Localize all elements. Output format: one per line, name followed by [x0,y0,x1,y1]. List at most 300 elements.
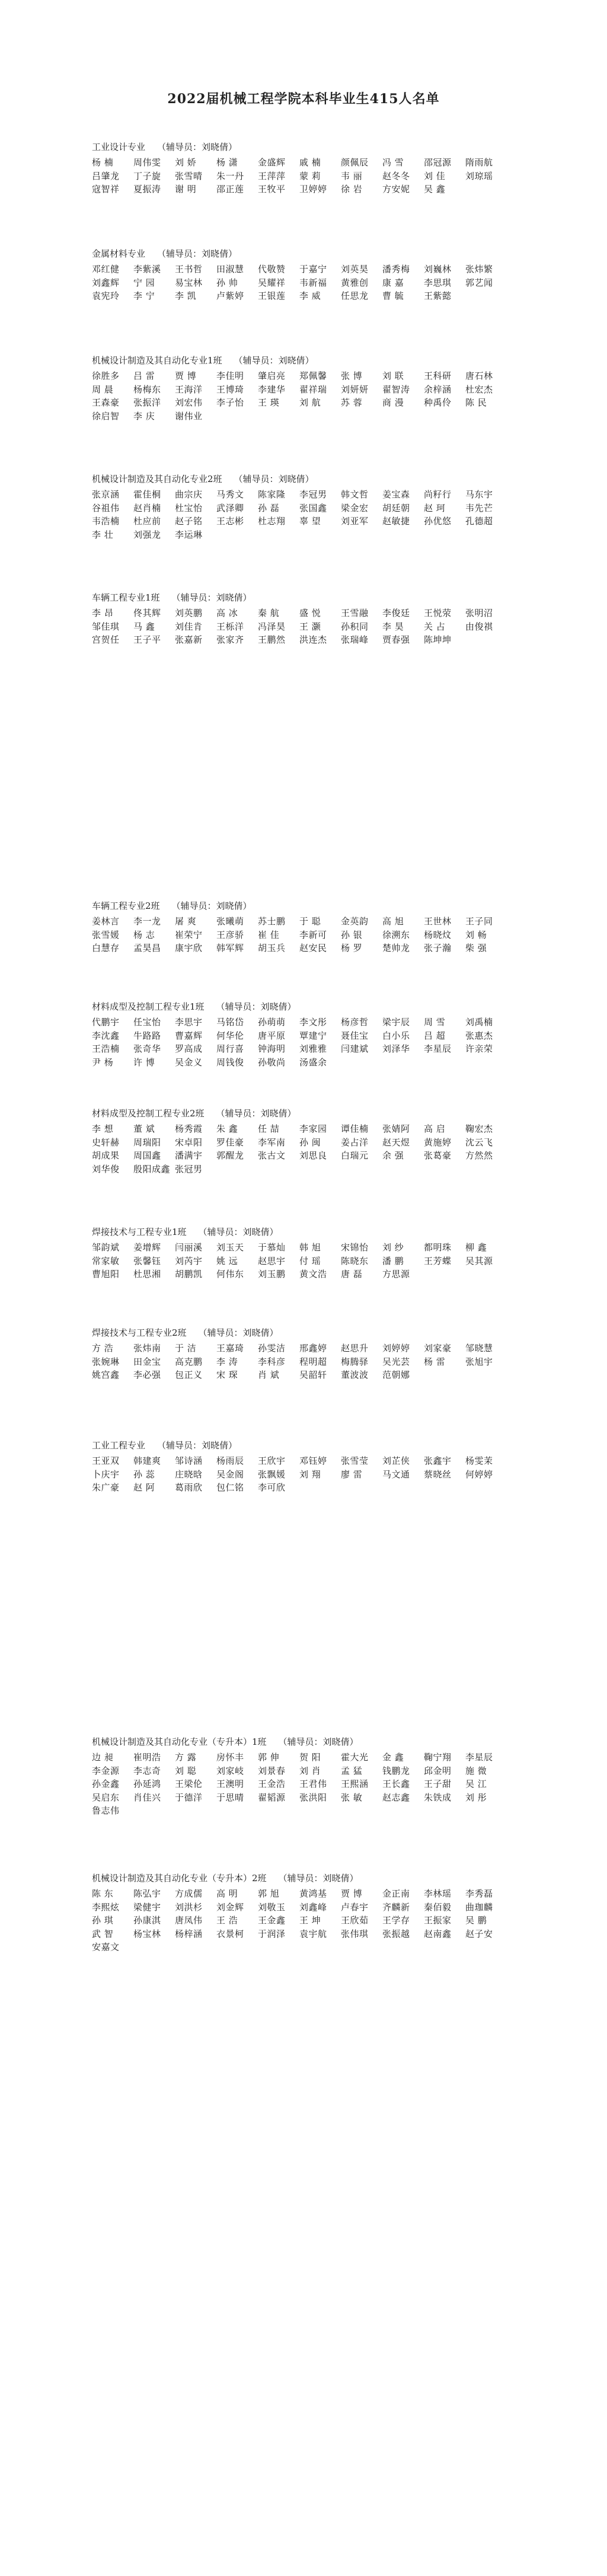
major-name: 机械设计制造及其自动化专业（专升本）1班 [92,1737,267,1747]
student-name: 王熙涵 [341,1779,369,1789]
student-name: 苏 蓉 [341,397,363,408]
student-name: 田淑慧 [216,264,244,274]
student-name: 周国鑫 [133,1150,161,1161]
student-name: 沈云飞 [465,1137,493,1148]
student-name: 李俊廷 [382,608,410,618]
student-name: 邹晓慧 [465,1343,493,1354]
student-name: 房怀丰 [216,1752,244,1763]
student-name: 孙康淇 [133,1915,161,1926]
student-name: 苏士鹏 [258,916,286,927]
student-name: 潘 鹏 [382,1255,404,1266]
student-name: 刘禹楠 [465,1017,493,1027]
student-name: 唐 磊 [341,1269,363,1279]
student-name: 张子瀚 [424,943,452,953]
student-name: 王子平 [133,634,161,645]
student-name: 衣景柯 [216,1928,244,1939]
student-name: 李 壮 [92,529,114,540]
student-name: 李可欣 [258,1482,286,1493]
student-name: 贾 博 [341,1888,363,1899]
student-name: 王银莲 [258,291,286,301]
student-name: 吴金义 [175,1056,203,1068]
student-name: 周 雪 [424,1017,446,1027]
student-name: 宫贺任 [92,634,120,645]
student-name: 秦 航 [258,608,280,618]
major-section [92,1225,519,1281]
student-name: 潘满宇 [175,1150,203,1161]
student-name: 邓红健 [92,264,120,274]
student-name: 李熙炫 [92,1901,120,1913]
student-name: 李志奇 [133,1765,161,1776]
student-name: 邵正莲 [216,184,244,194]
major-name: 车辆工程专业2班 [92,901,160,911]
student-name: 张冠男 [175,1163,203,1174]
major-name: 工业工程专业 [92,1440,146,1451]
student-name-grid [92,263,519,303]
student-name: 李 宁 [133,291,155,301]
student-name: 史轩赫 [92,1137,120,1148]
student-name: 刘亚军 [341,516,369,526]
student-name: 马秀文 [216,489,244,500]
student-name: 宋锦怡 [341,1242,369,1253]
student-name: 何婷婷 [465,1469,493,1480]
student-name: 杨晓炆 [424,929,452,940]
student-name: 黄文浩 [299,1269,327,1279]
student-name: 王萍萍 [258,170,286,181]
student-name: 王博琦 [216,384,244,395]
student-name: 王悦荥 [424,608,452,618]
student-name: 包正义 [175,1370,203,1380]
student-name: 卢春宇 [341,1901,369,1913]
student-name-grid [92,1454,519,1495]
student-name: 孙敬尚 [258,1056,286,1068]
student-name: 方安妮 [382,184,410,194]
student-name: 张鑫宇 [424,1455,452,1466]
student-name: 韩建爽 [133,1455,161,1466]
student-name: 刘英昊 [341,264,369,274]
student-name: 吴金阁 [216,1469,244,1480]
student-name: 李新可 [299,929,327,940]
major-name: 工业设计专业 [92,142,146,152]
student-name: 李科彦 [258,1356,286,1367]
student-name: 覃建宁 [299,1030,327,1041]
student-name: 赵思升 [341,1343,369,1354]
student-name: 许 博 [133,1056,155,1068]
student-name: 由俊祺 [465,621,493,632]
student-name: 金正南 [382,1888,410,1899]
student-name: 于思晴 [216,1792,244,1803]
student-name: 刘 佳 [424,170,446,181]
student-name: 郭艺闻 [465,277,493,288]
student-name: 孙积同 [341,621,369,632]
student-name-grid [92,1342,519,1382]
student-name: 高克鹏 [175,1356,203,1367]
student-name: 钱鹏龙 [382,1765,410,1776]
student-name: 韩军辉 [216,943,244,953]
student-name: 卫婷婷 [299,184,327,194]
student-name: 陈晓东 [341,1255,369,1266]
student-name: 边 昶 [92,1752,114,1763]
major-name: 金属材料专业 [92,248,146,259]
student-name: 徐启智 [92,410,120,422]
student-name: 梅腾驿 [341,1356,369,1367]
student-name: 冯 雪 [382,157,404,168]
student-name: 赵子安 [465,1928,493,1939]
advisor-note: （辅导员：刘晓倩） [157,1440,238,1451]
student-name: 鲁志伟 [92,1805,120,1816]
student-name: 姚 远 [216,1255,238,1266]
student-name: 吴光芸 [382,1356,410,1367]
student-name: 韩 旭 [299,1242,321,1253]
student-name: 于 聪 [299,916,321,927]
student-name: 李子怡 [216,397,244,408]
student-name: 张奇华 [133,1043,161,1054]
student-name: 何伟东 [216,1269,244,1279]
major-name: 焊接技术与工程专业2班 [92,1327,187,1338]
student-name: 余梓涵 [424,384,452,395]
student-name: 王振家 [424,1915,452,1926]
student-name: 李 涛 [216,1356,238,1367]
student-name: 曹 毓 [382,291,404,301]
section-heading [92,1000,519,1013]
student-name: 赵志鑫 [382,1792,410,1803]
student-name: 代鹏宇 [92,1017,120,1027]
student-name: 张曦萌 [216,916,244,927]
student-name: 王紫懿 [424,291,452,301]
student-name-grid [92,607,519,647]
student-name: 谭佳楠 [341,1123,369,1134]
student-name: 冯泽昊 [258,621,286,632]
student-name: 张京涵 [92,489,120,500]
student-name: 于嘉宁 [299,264,327,274]
student-name: 刘敬玉 [258,1901,286,1913]
major-section [92,1439,519,1495]
student-name: 王梁伦 [175,1779,203,1789]
student-name: 李 昂 [92,608,114,618]
student-name: 姜林言 [92,916,120,927]
student-name: 许亲荣 [465,1043,493,1054]
student-name: 吕 超 [424,1030,446,1041]
student-name: 吴 鹏 [465,1915,487,1926]
advisor-note: （辅导员：刘晓倩） [171,592,252,603]
student-name: 于慕灿 [258,1242,286,1253]
section-heading [92,354,519,367]
student-name: 刘 娇 [175,157,197,168]
student-name: 赵思宇 [258,1255,286,1266]
student-name: 翟智涛 [382,384,410,395]
student-name: 杨 楠 [92,157,114,168]
section-heading [92,1735,519,1748]
major-section [92,354,519,423]
student-name: 李金源 [92,1765,120,1776]
student-name: 梁健宇 [133,1901,161,1913]
student-name: 韦先芒 [465,502,493,513]
student-name: 张雪莹 [341,1455,369,1466]
student-name: 李军南 [258,1137,286,1148]
student-name: 胡成果 [92,1150,120,1161]
student-name: 孙雯洁 [258,1343,286,1354]
student-name: 于德洋 [175,1792,203,1803]
student-name: 徐溯东 [382,929,410,940]
student-name: 吴启东 [92,1792,120,1803]
student-name: 赵敏捷 [382,516,410,526]
student-name: 刘 翔 [299,1469,321,1480]
student-name: 翟祥瑞 [299,384,327,395]
student-name: 都明珠 [424,1242,452,1253]
student-name: 方然然 [465,1150,493,1161]
student-name: 刘 肖 [299,1765,321,1776]
student-name: 王世林 [424,916,452,927]
student-name: 盛 悦 [299,608,321,618]
student-name: 刘洪杉 [175,1901,203,1913]
student-name: 李紫溪 [133,264,161,274]
student-name: 邢鑫婷 [299,1343,327,1354]
student-name: 杨雨辰 [216,1455,244,1466]
student-name: 白慧存 [92,943,120,953]
student-name: 吴韶轩 [299,1370,327,1380]
major-section [92,141,519,196]
student-name: 周钱俊 [216,1056,244,1068]
student-name: 张葛豪 [424,1150,452,1161]
section-heading [92,591,519,604]
student-name: 陈 民 [465,397,487,408]
student-name: 赵南鑫 [424,1928,452,1939]
student-name: 朱一丹 [216,170,244,181]
student-name: 崔明浩 [133,1752,161,1763]
student-name: 于润泽 [258,1928,286,1939]
student-name: 洪连杰 [299,634,327,645]
student-name: 张惠杰 [465,1030,493,1041]
student-name: 张 博 [341,371,363,381]
section-heading [92,1439,519,1452]
student-name: 朱广豪 [92,1482,120,1493]
student-name: 王雪融 [341,608,369,618]
student-name: 韦 丽 [341,170,363,181]
student-name: 夏振涛 [133,184,161,194]
student-name: 孙金鑫 [92,1779,120,1789]
student-name: 宋卓阳 [175,1137,203,1148]
student-name: 王科研 [424,371,452,381]
student-name: 王嘉琦 [216,1343,244,1354]
section-heading [92,1872,519,1885]
student-name: 孔德超 [465,516,493,526]
student-name-grid [92,369,519,423]
student-name: 马 鑫 [133,621,155,632]
student-name: 廖 雷 [341,1469,363,1480]
student-name: 张振越 [382,1928,410,1939]
student-name: 李星辰 [424,1043,452,1054]
student-name: 安嘉文 [92,1942,120,1952]
student-name: 王 瑛 [258,397,280,408]
student-name: 董 斌 [133,1123,155,1134]
student-name: 戚 楠 [299,157,321,168]
student-name: 王子同 [465,916,493,927]
student-name: 张嘉新 [175,634,203,645]
student-name: 王 灏 [299,621,321,632]
student-name: 马东宇 [465,489,493,500]
student-name: 何华伦 [216,1030,244,1041]
student-name: 李 昊 [382,621,404,632]
student-name: 屠 爽 [175,916,197,927]
student-name: 康 嘉 [382,277,404,288]
student-name: 孙 琪 [92,1915,114,1926]
student-name: 杨 雷 [424,1356,446,1367]
student-name: 李建华 [258,384,286,395]
student-name: 张雪媛 [92,929,120,940]
advisor-note: （辅导员：刘晓倩） [234,355,314,366]
student-name: 孟昊昌 [133,943,161,953]
student-name: 孙优悠 [424,516,452,526]
student-name: 崔荣宁 [175,929,203,940]
student-name: 刘 航 [299,397,321,408]
student-name: 刘芷侠 [382,1455,410,1466]
student-name: 尚籽行 [424,489,452,500]
student-name: 刘家岐 [216,1765,244,1776]
student-name: 刘芮宇 [175,1255,203,1266]
section-heading [92,473,519,486]
student-name: 李 庆 [133,410,155,422]
student-name: 白瑞元 [341,1150,369,1161]
student-name: 王学存 [382,1915,410,1926]
student-name: 陈弘宇 [133,1888,161,1899]
student-name: 韩文哲 [341,489,369,500]
student-name: 贾 博 [175,371,197,381]
advisor-note: （辅导员：刘晓倩） [157,248,238,259]
student-name: 王金鑫 [258,1915,286,1926]
student-name: 王君伟 [299,1779,327,1789]
student-name: 宋 琛 [216,1370,238,1380]
student-name: 徐 岩 [341,184,363,194]
student-name: 姚宫鑫 [92,1370,120,1380]
student-name: 张洪阳 [299,1792,327,1803]
student-name: 王鹏然 [258,634,286,645]
student-name: 金 鑫 [382,1752,404,1763]
student-name: 胡鹏凯 [175,1269,203,1279]
student-name-grid [92,488,519,541]
student-name: 吴耀祥 [258,277,286,288]
student-name: 陈坤坤 [424,634,452,645]
student-name: 张炜南 [133,1343,161,1354]
student-name: 张国鑫 [299,502,327,513]
student-name: 刘 纱 [382,1242,404,1253]
student-name: 王 浩 [216,1915,238,1926]
student-name: 葛雨欣 [175,1482,203,1493]
student-name: 翟韬源 [258,1792,286,1803]
student-name: 胡廷朝 [382,502,410,513]
student-name-grid [92,156,519,196]
student-name: 崔 佳 [258,929,280,940]
student-name: 殷阳成鑫 [133,1163,171,1174]
student-name: 贾春强 [382,634,410,645]
student-name: 宁 园 [133,277,155,288]
student-name: 王森豪 [92,397,120,408]
student-name: 谷祖伟 [92,502,120,513]
student-name: 潘秀梅 [382,264,410,274]
advisor-note: （辅导员：刘晓倩） [198,1327,279,1338]
student-name: 张婉琳 [92,1356,120,1367]
student-name: 刘英鹏 [175,608,203,618]
student-name: 高 启 [424,1123,446,1134]
student-name: 王欣宇 [258,1455,286,1466]
student-name: 周伟雯 [133,157,161,168]
major-section [92,1000,519,1069]
student-name: 陈家隆 [258,489,286,500]
student-name: 曲珈麟 [465,1901,493,1913]
major-name: 机械设计制造及其自动化专业（专升本）2班 [92,1873,267,1884]
student-name: 姜增辉 [133,1242,161,1253]
student-name: 李思琪 [424,277,452,288]
student-name: 周行喜 [216,1043,244,1054]
student-name: 程明超 [299,1356,327,1367]
student-name: 朱铁成 [424,1792,452,1803]
student-name: 李星辰 [465,1752,493,1763]
student-name: 于 洁 [175,1343,197,1354]
student-name: 庄晓晗 [175,1469,203,1480]
student-name: 杨 志 [133,929,155,940]
student-name: 吕 雷 [133,371,155,381]
student-name: 王澳明 [216,1779,244,1789]
student-name: 王彦骄 [216,929,244,940]
student-name: 孙延鸿 [133,1779,161,1789]
advisor-note: （辅导员：刘晓倩） [278,1737,359,1747]
major-section [92,1735,519,1818]
student-name: 李家园 [299,1123,327,1134]
major-name: 焊接技术与工程专业1班 [92,1227,187,1237]
student-name: 曹嘉辉 [175,1030,203,1041]
student-name: 范朝娜 [382,1370,410,1380]
student-name: 高 冰 [216,608,238,618]
student-name: 李冠男 [299,489,327,500]
student-name: 代敬赞 [258,264,286,274]
student-name: 张飘媛 [258,1469,286,1480]
student-name: 杜志翔 [258,516,286,526]
student-name: 王书哲 [175,264,203,274]
student-name: 王 坤 [299,1915,321,1926]
student-name: 黄鸿基 [299,1888,327,1899]
student-name: 周 晨 [92,384,114,395]
student-name: 肖佳兴 [133,1792,161,1803]
student-name: 孙 蕊 [133,1469,155,1480]
student-name: 徐胜多 [92,371,120,381]
student-name: 郭 伸 [258,1752,280,1763]
student-name: 赵 珂 [424,502,446,513]
student-name: 易宝林 [175,277,203,288]
student-name: 武泽卿 [216,502,244,513]
student-name: 高 旭 [382,916,404,927]
student-name: 卜庆宇 [92,1469,120,1480]
student-name: 蒙 莉 [299,170,321,181]
student-name: 李 想 [92,1123,114,1134]
student-name: 李林瑶 [424,1888,452,1899]
student-name: 唐平原 [258,1030,286,1041]
student-name: 唐凤伟 [175,1915,203,1926]
student-name: 张伟琪 [341,1928,369,1939]
student-name: 高 明 [216,1888,238,1899]
student-name: 杨 潇 [216,157,238,168]
student-name: 余 强 [382,1150,404,1161]
student-name: 刘家豪 [424,1343,452,1354]
major-section [92,899,519,955]
major-section [92,473,519,541]
major-name: 机械设计制造及其自动化专业2班 [92,474,222,484]
student-name: 武 智 [92,1928,114,1939]
student-name: 袁宪玲 [92,291,120,301]
student-name: 刘景春 [258,1765,286,1776]
student-name: 曲宗庆 [175,489,203,500]
student-name: 刘华俊 [92,1163,120,1174]
student-name: 唐石林 [465,371,493,381]
student-name: 朱 鑫 [216,1123,238,1134]
student-name: 鞠宁翔 [424,1752,452,1763]
